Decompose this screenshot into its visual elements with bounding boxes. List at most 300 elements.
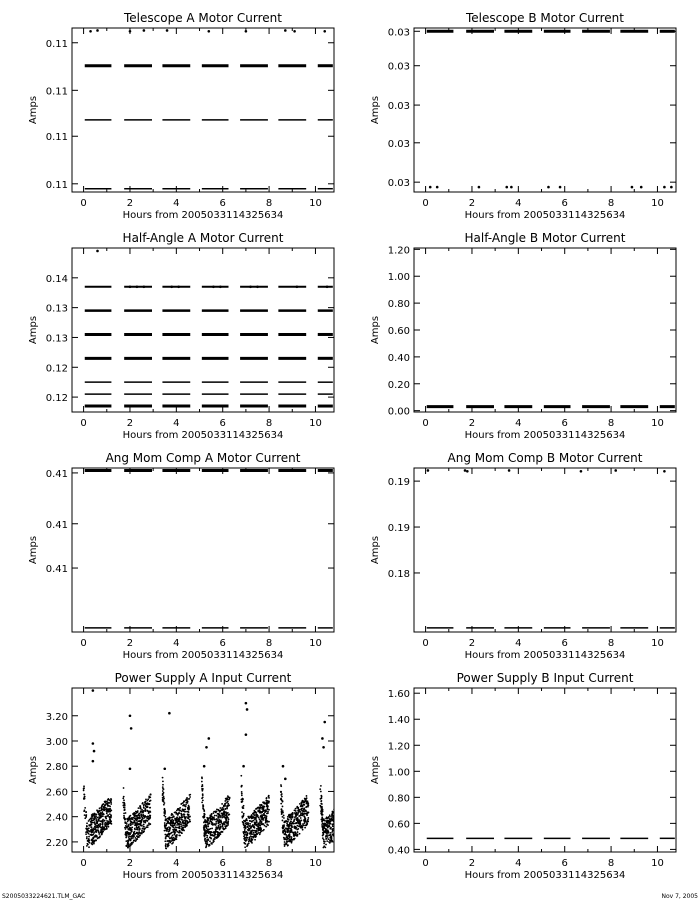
data-point xyxy=(124,809,126,811)
data-point xyxy=(343,817,345,819)
data-point xyxy=(266,808,268,810)
data-point xyxy=(335,814,337,816)
data-point xyxy=(145,806,147,808)
data-point xyxy=(347,809,349,811)
x-tick-label: 6 xyxy=(561,418,568,429)
data-point xyxy=(224,812,226,814)
data-point xyxy=(346,798,348,800)
data-point xyxy=(670,186,673,189)
x-tick-label: 6 xyxy=(561,858,568,869)
data-point xyxy=(346,820,348,822)
data-point xyxy=(220,827,222,829)
y-axis-label: Amps xyxy=(28,315,39,345)
data-point xyxy=(137,810,139,812)
data-point xyxy=(337,825,339,827)
data-point xyxy=(217,831,219,833)
data-point xyxy=(301,810,303,812)
data-point xyxy=(263,803,265,805)
data-point xyxy=(282,830,284,832)
data-point xyxy=(345,812,347,814)
data-point xyxy=(338,833,340,835)
data-point xyxy=(248,841,250,843)
data-point xyxy=(90,818,92,820)
data-point xyxy=(340,815,342,817)
data-point xyxy=(248,816,250,818)
data-point xyxy=(216,809,218,811)
data-point xyxy=(91,842,93,844)
data-point xyxy=(98,819,100,821)
data-point xyxy=(663,470,666,473)
x-tick-label: 4 xyxy=(173,638,180,649)
data-point xyxy=(344,818,346,820)
data-point xyxy=(91,832,93,834)
data-point xyxy=(255,819,257,821)
data-point xyxy=(202,808,204,810)
data-point xyxy=(130,823,132,825)
y-tick-label: 3.20 xyxy=(45,711,68,723)
data-point xyxy=(182,829,184,831)
data-point xyxy=(325,835,327,837)
data-point xyxy=(207,737,210,740)
data-point xyxy=(346,802,348,804)
data-point xyxy=(185,799,187,801)
data-point xyxy=(324,846,326,848)
data-point xyxy=(179,807,181,809)
data-point xyxy=(83,790,85,792)
x-tick-label: 4 xyxy=(515,418,522,429)
data-point xyxy=(166,29,169,32)
data-point xyxy=(171,843,173,845)
data-point xyxy=(215,829,217,831)
data-point xyxy=(104,820,106,822)
data-point xyxy=(264,825,266,827)
data-point xyxy=(143,815,145,817)
data-point xyxy=(203,809,205,811)
data-point xyxy=(169,830,171,832)
data-point xyxy=(165,847,167,849)
data-point xyxy=(210,828,212,830)
data-point xyxy=(148,797,150,799)
chart-panel-5 xyxy=(28,451,334,661)
data-point xyxy=(171,825,173,827)
data-point xyxy=(206,817,208,819)
data-point xyxy=(221,815,223,817)
data-point xyxy=(97,817,99,819)
data-point xyxy=(343,819,345,821)
data-point xyxy=(244,846,246,848)
data-point xyxy=(346,815,348,817)
data-point xyxy=(148,822,150,824)
data-point xyxy=(330,823,332,825)
data-point xyxy=(253,810,255,812)
data-point xyxy=(266,820,268,822)
data-point xyxy=(206,837,208,839)
data-point xyxy=(339,814,341,816)
data-point xyxy=(180,803,182,805)
data-point xyxy=(335,828,337,830)
data-point xyxy=(326,820,328,822)
data-point xyxy=(323,827,325,829)
data-point xyxy=(289,817,291,819)
data-point xyxy=(131,827,133,829)
y-tick-label: 1.20 xyxy=(387,741,410,753)
data-point xyxy=(171,838,173,840)
data-point xyxy=(222,825,224,827)
data-point xyxy=(107,798,109,800)
data-point xyxy=(335,814,337,816)
data-point xyxy=(189,796,191,798)
data-point xyxy=(347,796,349,798)
data-point xyxy=(342,805,344,807)
data-point xyxy=(213,818,215,820)
data-point xyxy=(282,816,284,818)
data-point xyxy=(306,824,308,826)
x-axis-label: Hours from 2005033114325634 xyxy=(464,650,626,661)
data-point xyxy=(163,815,165,817)
data-point xyxy=(203,817,205,819)
data-point xyxy=(223,806,225,808)
data-point xyxy=(130,840,132,842)
data-point xyxy=(170,822,172,824)
y-axis-label: Amps xyxy=(370,535,381,565)
data-point xyxy=(123,807,125,809)
chart-panel-8 xyxy=(370,671,676,881)
data-point xyxy=(304,798,306,800)
data-point xyxy=(294,833,296,835)
data-point xyxy=(346,824,348,826)
data-point xyxy=(208,817,210,819)
data-point xyxy=(245,834,247,836)
data-point xyxy=(336,814,338,816)
data-point xyxy=(290,821,292,823)
data-point xyxy=(164,830,166,832)
data-point xyxy=(342,820,344,822)
data-point xyxy=(207,843,209,845)
data-point xyxy=(143,820,145,822)
data-point xyxy=(123,796,125,798)
data-point xyxy=(291,813,293,815)
data-point xyxy=(320,798,322,800)
data-point xyxy=(344,825,346,827)
data-point xyxy=(84,817,86,819)
data-point xyxy=(93,832,95,834)
x-tick-label: 6 xyxy=(561,198,568,209)
data-point xyxy=(165,830,167,832)
data-point xyxy=(663,186,666,189)
data-point xyxy=(104,804,106,806)
data-point xyxy=(83,798,85,800)
data-point xyxy=(253,836,255,838)
data-point xyxy=(203,822,205,824)
data-point xyxy=(340,808,342,810)
x-tick-label: 0 xyxy=(422,858,429,869)
data-point xyxy=(202,805,204,807)
data-point xyxy=(335,814,337,816)
data-point xyxy=(251,814,253,816)
data-point xyxy=(307,800,309,802)
data-point xyxy=(324,831,326,833)
data-point xyxy=(204,834,206,836)
data-point xyxy=(344,797,346,799)
data-point xyxy=(320,795,322,797)
data-point xyxy=(177,823,179,825)
x-tick-label: 2 xyxy=(126,858,134,869)
data-point xyxy=(319,788,321,790)
data-point xyxy=(133,840,135,842)
data-point xyxy=(336,822,338,824)
data-point xyxy=(337,813,339,815)
data-point xyxy=(284,838,286,840)
data-point xyxy=(297,822,299,824)
data-point xyxy=(173,815,175,817)
footer-filename: S2005033224621.TLM_GAC xyxy=(2,893,86,900)
data-point xyxy=(185,820,187,822)
data-point xyxy=(98,833,100,835)
data-point xyxy=(335,835,337,837)
data-layer xyxy=(427,31,675,188)
y-tick-label: 0.13 xyxy=(45,333,68,345)
data-point xyxy=(213,831,215,833)
data-point xyxy=(165,843,167,845)
data-point xyxy=(162,786,164,788)
data-point xyxy=(100,821,102,823)
data-point xyxy=(287,818,289,820)
data-layer xyxy=(85,29,333,189)
data-point xyxy=(219,824,221,826)
data-point xyxy=(246,820,248,822)
plot-frame xyxy=(414,28,676,192)
y-tick-label: 0.80 xyxy=(387,299,410,311)
data-point xyxy=(298,810,300,812)
data-point xyxy=(188,805,190,807)
data-point xyxy=(184,811,186,813)
data-point xyxy=(184,823,186,825)
data-point xyxy=(136,829,138,831)
data-point xyxy=(322,822,324,824)
data-point xyxy=(260,830,262,832)
data-point xyxy=(263,829,265,831)
data-point xyxy=(164,825,166,827)
data-point xyxy=(98,837,100,839)
plot-frame xyxy=(72,468,334,632)
data-point xyxy=(339,822,341,824)
data-point xyxy=(284,844,286,846)
data-point xyxy=(174,823,176,825)
data-point xyxy=(280,803,282,805)
y-tick-label: 0.14 xyxy=(45,273,68,285)
data-point xyxy=(322,834,324,836)
data-point xyxy=(163,767,166,770)
y-tick-label: 0.40 xyxy=(387,352,410,364)
data-point xyxy=(131,817,133,819)
data-point xyxy=(188,808,190,810)
data-point xyxy=(345,819,347,821)
data-point xyxy=(143,829,145,831)
data-point xyxy=(334,824,336,826)
data-point xyxy=(250,835,252,837)
data-point xyxy=(104,822,106,824)
data-point xyxy=(345,817,347,819)
data-point xyxy=(508,469,511,472)
x-tick-label: 10 xyxy=(309,418,322,429)
data-point xyxy=(128,839,130,841)
data-point xyxy=(85,815,87,817)
data-point xyxy=(186,821,188,823)
data-point xyxy=(162,780,164,782)
data-point xyxy=(336,823,338,825)
data-point xyxy=(217,822,219,824)
data-point xyxy=(175,829,177,831)
data-point xyxy=(185,805,187,807)
data-point xyxy=(343,821,345,823)
data-point xyxy=(181,827,183,829)
data-point xyxy=(223,822,225,824)
data-point xyxy=(345,812,347,814)
data-point xyxy=(140,814,142,816)
data-point xyxy=(306,812,308,814)
data-point xyxy=(295,814,297,816)
data-point xyxy=(294,838,296,840)
data-point xyxy=(339,802,341,804)
data-point xyxy=(346,819,348,821)
data-point xyxy=(207,826,209,828)
data-point xyxy=(219,829,221,831)
data-point xyxy=(106,802,108,804)
data-point xyxy=(344,813,346,815)
data-point xyxy=(325,838,327,840)
data-point xyxy=(228,818,230,820)
data-point xyxy=(323,721,326,724)
data-point xyxy=(84,807,86,809)
data-point xyxy=(340,810,342,812)
data-point xyxy=(256,830,258,832)
data-point xyxy=(91,828,93,830)
data-point xyxy=(264,810,266,812)
data-point xyxy=(258,817,260,819)
data-point xyxy=(640,186,643,189)
data-point xyxy=(280,785,282,787)
data-point xyxy=(261,814,263,816)
data-point xyxy=(133,412,136,415)
data-point xyxy=(252,813,254,815)
x-tick-label: 10 xyxy=(651,418,664,429)
data-point xyxy=(254,824,256,826)
data-point xyxy=(132,817,134,819)
data-point xyxy=(249,825,251,827)
data-point xyxy=(143,826,145,828)
data-point xyxy=(347,809,349,811)
data-point xyxy=(302,800,304,802)
data-point xyxy=(110,801,112,803)
data-point xyxy=(168,844,170,846)
data-point xyxy=(292,839,294,841)
data-point xyxy=(338,814,340,816)
y-tick-label: 0.60 xyxy=(387,819,410,831)
data-point xyxy=(110,815,112,817)
data-point xyxy=(185,816,187,818)
data-point xyxy=(320,803,322,805)
data-point xyxy=(182,824,184,826)
data-point xyxy=(83,788,85,790)
data-point xyxy=(127,832,129,834)
x-tick-label: 10 xyxy=(651,858,664,869)
data-point xyxy=(326,840,328,842)
data-point xyxy=(346,805,348,807)
data-point xyxy=(341,811,343,813)
data-point xyxy=(165,828,167,830)
x-tick-label: 0 xyxy=(80,198,87,209)
data-point xyxy=(294,831,296,833)
x-axis-label: Hours from 2005033114325634 xyxy=(464,430,626,441)
data-point xyxy=(203,813,205,815)
data-point xyxy=(336,812,338,814)
x-axis-label: Hours from 2005033114325634 xyxy=(122,210,284,221)
data-point xyxy=(202,793,204,795)
data-point xyxy=(173,820,175,822)
data-point xyxy=(91,840,93,842)
data-point xyxy=(338,822,340,824)
data-point xyxy=(429,186,432,189)
y-axis-label: Amps xyxy=(28,535,39,565)
data-point xyxy=(285,830,287,832)
data-point xyxy=(170,285,173,288)
data-point xyxy=(229,797,231,799)
data-point xyxy=(335,829,337,831)
data-point xyxy=(257,810,259,812)
data-point xyxy=(302,829,304,831)
data-point xyxy=(129,30,132,33)
data-point xyxy=(244,843,246,845)
data-point xyxy=(188,811,190,813)
chart-title: Power Supply A Input Current xyxy=(114,671,292,685)
data-point xyxy=(138,823,140,825)
data-point xyxy=(202,799,204,801)
x-tick-label: 8 xyxy=(607,198,615,209)
chart-panel-4 xyxy=(370,231,676,441)
data-point xyxy=(248,839,250,841)
data-point xyxy=(95,814,97,816)
data-point xyxy=(98,824,100,826)
data-point xyxy=(250,833,252,835)
data-point xyxy=(253,820,255,822)
data-point xyxy=(335,819,337,821)
y-tick-label: 2.60 xyxy=(45,787,68,799)
data-point xyxy=(307,817,309,819)
data-point xyxy=(338,826,340,828)
data-point xyxy=(262,810,264,812)
data-point xyxy=(296,285,299,288)
data-point xyxy=(281,796,283,798)
data-point xyxy=(100,813,102,815)
data-point xyxy=(141,820,143,822)
data-point xyxy=(97,826,99,828)
data-point xyxy=(164,813,166,815)
data-point xyxy=(335,814,337,816)
data-point xyxy=(304,827,306,829)
data-point xyxy=(336,831,338,833)
data-point xyxy=(300,805,302,807)
data-point xyxy=(101,834,103,836)
data-point xyxy=(282,806,284,808)
data-point xyxy=(148,812,150,814)
data-point xyxy=(291,831,293,833)
data-point xyxy=(340,806,342,808)
data-point xyxy=(204,819,206,821)
data-point xyxy=(108,811,110,813)
data-point xyxy=(339,824,341,826)
data-point xyxy=(293,834,295,836)
data-point xyxy=(215,836,217,838)
